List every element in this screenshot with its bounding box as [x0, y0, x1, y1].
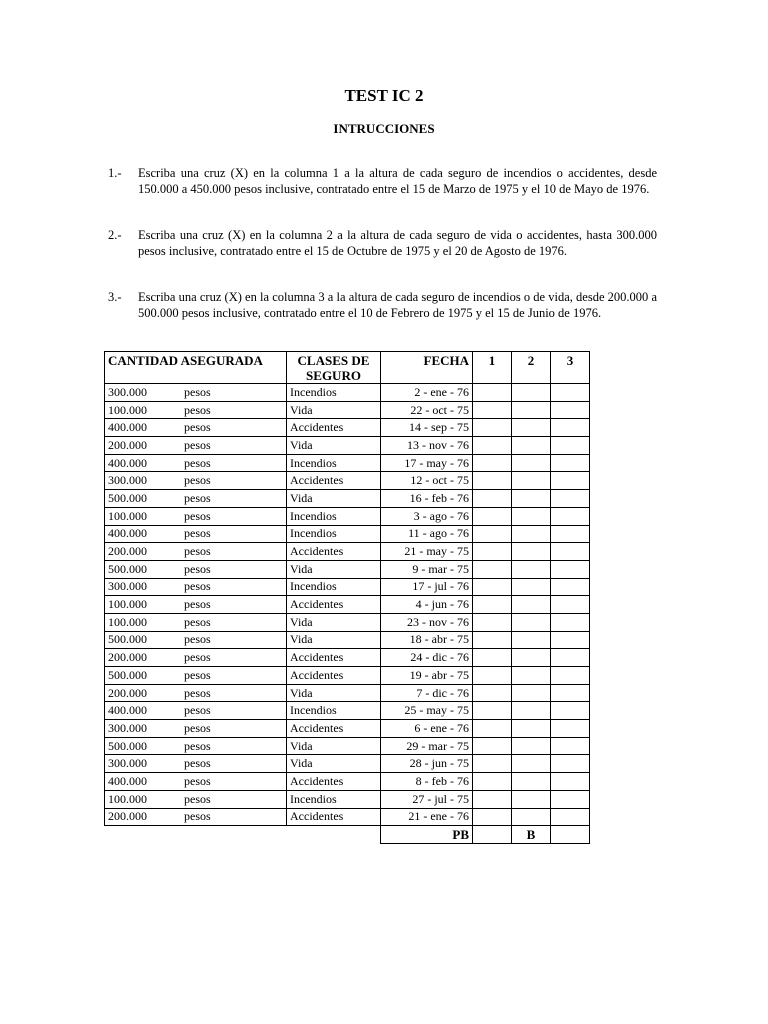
- amount-unit: pesos: [184, 561, 211, 576]
- mark-col-2[interactable]: [512, 613, 551, 631]
- class-cell: Accidentes: [287, 773, 381, 791]
- header-amount: CANTIDAD ASEGURADA: [105, 352, 287, 384]
- mark-col-3[interactable]: [551, 543, 590, 561]
- mark-col-3[interactable]: [551, 525, 590, 543]
- mark-col-3[interactable]: [551, 790, 590, 808]
- table-row: [105, 525, 590, 543]
- header-col-1: 1: [473, 352, 512, 384]
- table-row: [105, 773, 590, 791]
- mark-col-3[interactable]: [551, 773, 590, 791]
- date-cell: 8 - feb - 76: [381, 773, 473, 791]
- mark-col-2[interactable]: [512, 507, 551, 525]
- amount-unit: pesos: [184, 632, 211, 647]
- instruction-3: [108, 290, 657, 322]
- amount-unit: pesos: [184, 402, 211, 417]
- table-row: [105, 560, 590, 578]
- amount-cell: [105, 702, 287, 720]
- amount-unit: pesos: [184, 508, 211, 523]
- mark-col-2[interactable]: [512, 560, 551, 578]
- table-row: [105, 578, 590, 596]
- amount-value: 400.000: [108, 703, 147, 718]
- table-row: [105, 790, 590, 808]
- mark-col-3[interactable]: [551, 596, 590, 614]
- amount-value: 100.000: [108, 791, 147, 806]
- header-class-line1: CLASES DE: [297, 353, 370, 368]
- mark-col-3[interactable]: [551, 631, 590, 649]
- amount-cell: [105, 596, 287, 614]
- amount-unit: pesos: [184, 544, 211, 559]
- mark-col-2[interactable]: [512, 472, 551, 490]
- class-cell: Incendios: [287, 702, 381, 720]
- class-cell: Incendios: [287, 384, 381, 402]
- class-cell: Vida: [287, 755, 381, 773]
- mark-col-1[interactable]: [473, 649, 512, 667]
- amount-value: 500.000: [108, 490, 147, 505]
- table-row: [105, 649, 590, 667]
- table-row: [105, 543, 590, 561]
- mark-col-2[interactable]: [512, 384, 551, 402]
- mark-col-1[interactable]: [473, 737, 512, 755]
- page-title: TEST IC 2: [344, 86, 424, 105]
- date-cell: 16 - feb - 76: [381, 490, 473, 508]
- amount-cell: [105, 578, 287, 596]
- amount-value: 300.000: [108, 579, 147, 594]
- date-cell: 25 - may - 75: [381, 702, 473, 720]
- table-row: [105, 596, 590, 614]
- amount-unit: pesos: [184, 720, 211, 735]
- amount-cell: [105, 631, 287, 649]
- amount-cell: [105, 649, 287, 667]
- date-cell: 3 - ago - 76: [381, 507, 473, 525]
- amount-value: 500.000: [108, 667, 147, 682]
- mark-col-3[interactable]: [551, 649, 590, 667]
- mark-col-1[interactable]: [473, 755, 512, 773]
- table-row: [105, 702, 590, 720]
- amount-cell: [105, 684, 287, 702]
- mark-col-3[interactable]: [551, 755, 590, 773]
- table-header-row: [105, 352, 590, 384]
- instruction-text: Escriba una cruz (X) en la columna 3 a la altura de cada seguro de incendios o de vida, desde 200.000 a 500.000 pesos inclusive, contratado entre el 10 de Febrero de 1975 y el 15 de Junio de 1976.: [138, 290, 657, 320]
- amount-cell: [105, 543, 287, 561]
- table-row: [105, 684, 590, 702]
- amount-value: 400.000: [108, 526, 147, 541]
- mark-col-2[interactable]: [512, 808, 551, 826]
- mark-col-1[interactable]: [473, 773, 512, 791]
- amount-unit: pesos: [184, 809, 211, 824]
- section-heading: INTRUCCIONES: [333, 121, 435, 136]
- class-cell: Incendios: [287, 578, 381, 596]
- amount-value: 400.000: [108, 420, 147, 435]
- amount-unit: pesos: [184, 756, 211, 771]
- mark-col-2[interactable]: [512, 737, 551, 755]
- amount-unit: pesos: [184, 455, 211, 470]
- amount-cell: [105, 667, 287, 685]
- header-col-3: 3: [551, 352, 590, 384]
- mark-col-1[interactable]: [473, 560, 512, 578]
- amount-value: 400.000: [108, 455, 147, 470]
- mark-col-1[interactable]: [473, 790, 512, 808]
- mark-col-3[interactable]: [551, 490, 590, 508]
- class-cell: Incendios: [287, 507, 381, 525]
- mark-col-1[interactable]: [473, 384, 512, 402]
- table-row: [105, 737, 590, 755]
- date-cell: 11 - ago - 76: [381, 525, 473, 543]
- mark-col-1[interactable]: [473, 631, 512, 649]
- mark-col-3[interactable]: [551, 437, 590, 455]
- class-cell: Accidentes: [287, 419, 381, 437]
- mark-col-2[interactable]: [512, 454, 551, 472]
- amount-unit: pesos: [184, 791, 211, 806]
- mark-col-2[interactable]: [512, 720, 551, 738]
- amount-value: 300.000: [108, 384, 147, 399]
- footer-b-cell[interactable]: [551, 826, 590, 844]
- mark-col-2[interactable]: [512, 596, 551, 614]
- instruction-number: 1.-: [108, 166, 122, 180]
- mark-col-3[interactable]: [551, 808, 590, 826]
- amount-cell: [105, 437, 287, 455]
- instruction-number: 2.-: [108, 228, 122, 242]
- amount-cell: [105, 472, 287, 490]
- footer-spacer: [105, 826, 287, 844]
- mark-col-2[interactable]: [512, 755, 551, 773]
- table-footer-row: [105, 826, 590, 844]
- amount-unit: pesos: [184, 685, 211, 700]
- date-cell: 22 - oct - 75: [381, 401, 473, 419]
- amount-value: 300.000: [108, 473, 147, 488]
- class-cell: Accidentes: [287, 472, 381, 490]
- amount-cell: [105, 454, 287, 472]
- date-cell: 29 - mar - 75: [381, 737, 473, 755]
- table-row: [105, 490, 590, 508]
- amount-unit: pesos: [184, 773, 211, 788]
- amount-unit: pesos: [184, 614, 211, 629]
- amount-cell: [105, 755, 287, 773]
- mark-col-3[interactable]: [551, 384, 590, 402]
- date-cell: 2 - ene - 76: [381, 384, 473, 402]
- instruction-1: [108, 166, 657, 198]
- mark-col-2[interactable]: [512, 525, 551, 543]
- class-cell: Accidentes: [287, 543, 381, 561]
- amount-unit: pesos: [184, 650, 211, 665]
- date-cell: 19 - abr - 75: [381, 667, 473, 685]
- amount-value: 100.000: [108, 402, 147, 417]
- class-cell: Vida: [287, 613, 381, 631]
- amount-unit: pesos: [184, 597, 211, 612]
- table-row: [105, 472, 590, 490]
- mark-col-1[interactable]: [473, 437, 512, 455]
- date-cell: 7 - dic - 76: [381, 684, 473, 702]
- header-date: FECHA: [381, 352, 473, 384]
- amount-unit: pesos: [184, 473, 211, 488]
- amount-cell: [105, 808, 287, 826]
- class-cell: Accidentes: [287, 667, 381, 685]
- class-cell: Vida: [287, 631, 381, 649]
- table-row: [105, 667, 590, 685]
- footer-pb-label: PB: [381, 826, 473, 844]
- footer-b-label: B: [512, 826, 551, 844]
- amount-cell: [105, 790, 287, 808]
- mark-col-1[interactable]: [473, 401, 512, 419]
- mark-col-1[interactable]: [473, 808, 512, 826]
- footer-spacer: [287, 826, 381, 844]
- mark-col-3[interactable]: [551, 578, 590, 596]
- mark-col-1[interactable]: [473, 702, 512, 720]
- table-row: [105, 755, 590, 773]
- amount-unit: pesos: [184, 579, 211, 594]
- date-cell: 6 - ene - 76: [381, 720, 473, 738]
- date-cell: 17 - jul - 76: [381, 578, 473, 596]
- class-cell: Incendios: [287, 790, 381, 808]
- header-col-2: 2: [512, 352, 551, 384]
- footer-pb-cell[interactable]: [473, 826, 512, 844]
- mark-col-2[interactable]: [512, 543, 551, 561]
- amount-value: 200.000: [108, 650, 147, 665]
- mark-col-3[interactable]: [551, 684, 590, 702]
- date-cell: 28 - jun - 75: [381, 755, 473, 773]
- amount-value: 200.000: [108, 437, 147, 452]
- mark-col-2[interactable]: [512, 702, 551, 720]
- amount-value: 200.000: [108, 685, 147, 700]
- amount-cell: [105, 419, 287, 437]
- amount-unit: pesos: [184, 738, 211, 753]
- mark-col-3[interactable]: [551, 401, 590, 419]
- mark-col-2[interactable]: [512, 437, 551, 455]
- table-row: [105, 419, 590, 437]
- amount-value: 300.000: [108, 720, 147, 735]
- date-cell: 27 - jul - 75: [381, 790, 473, 808]
- class-cell: Vida: [287, 737, 381, 755]
- amount-cell: [105, 490, 287, 508]
- amount-value: 500.000: [108, 738, 147, 753]
- instruction-text: Escriba una cruz (X) en la columna 1 a la altura de cada seguro de incendios o accidentes, desde 150.000 a 450.000 pesos inclusive, contratado entre el 15 de Marzo de 1975 y el 10 de Mayo de 1976.: [138, 166, 657, 196]
- amount-value: 300.000: [108, 756, 147, 771]
- amount-cell: [105, 384, 287, 402]
- class-cell: Accidentes: [287, 596, 381, 614]
- amount-unit: pesos: [184, 490, 211, 505]
- mark-col-3[interactable]: [551, 560, 590, 578]
- mark-col-2[interactable]: [512, 790, 551, 808]
- insurance-table: [104, 351, 590, 844]
- mark-col-3[interactable]: [551, 702, 590, 720]
- mark-col-3[interactable]: [551, 737, 590, 755]
- mark-col-2[interactable]: [512, 684, 551, 702]
- amount-value: 400.000: [108, 773, 147, 788]
- mark-col-1[interactable]: [473, 490, 512, 508]
- class-cell: Vida: [287, 401, 381, 419]
- amount-cell: [105, 720, 287, 738]
- mark-col-2[interactable]: [512, 419, 551, 437]
- amount-cell: [105, 773, 287, 791]
- amount-cell: [105, 401, 287, 419]
- table-row: [105, 384, 590, 402]
- date-cell: 17 - may - 76: [381, 454, 473, 472]
- amount-unit: pesos: [184, 667, 211, 682]
- mark-col-2[interactable]: [512, 401, 551, 419]
- mark-col-3[interactable]: [551, 613, 590, 631]
- instruction-text: Escriba una cruz (X) en la columna 2 a la altura de cada seguro de vida o accidentes, hasta 300.000 pesos inclusive, contratado entre el 15 de Octubre de 1975 y el 20 de Agosto de 1976.: [138, 228, 657, 258]
- class-cell: Incendios: [287, 454, 381, 472]
- table-row: [105, 454, 590, 472]
- mark-col-1[interactable]: [473, 507, 512, 525]
- mark-col-3[interactable]: [551, 720, 590, 738]
- amount-value: 500.000: [108, 561, 147, 576]
- class-cell: Accidentes: [287, 720, 381, 738]
- class-cell: Accidentes: [287, 808, 381, 826]
- instruction-number: 3.-: [108, 290, 122, 304]
- mark-col-1[interactable]: [473, 578, 512, 596]
- date-cell: 4 - jun - 76: [381, 596, 473, 614]
- mark-col-1[interactable]: [473, 596, 512, 614]
- amount-value: 200.000: [108, 544, 147, 559]
- mark-col-1[interactable]: [473, 472, 512, 490]
- mark-col-1[interactable]: [473, 720, 512, 738]
- amount-value: 100.000: [108, 508, 147, 523]
- amount-cell: [105, 737, 287, 755]
- mark-col-2[interactable]: [512, 649, 551, 667]
- mark-col-3[interactable]: [551, 454, 590, 472]
- mark-col-2[interactable]: [512, 667, 551, 685]
- amount-value: 100.000: [108, 597, 147, 612]
- mark-col-2[interactable]: [512, 773, 551, 791]
- table-row: [105, 720, 590, 738]
- header-class: [287, 352, 381, 384]
- amount-unit: pesos: [184, 437, 211, 452]
- mark-col-2[interactable]: [512, 631, 551, 649]
- mark-col-1[interactable]: [473, 525, 512, 543]
- class-cell: Vida: [287, 437, 381, 455]
- header-class-line2: SEGURO: [306, 368, 361, 383]
- mark-col-1[interactable]: [473, 454, 512, 472]
- amount-value: 200.000: [108, 809, 147, 824]
- mark-col-1[interactable]: [473, 667, 512, 685]
- mark-col-1[interactable]: [473, 613, 512, 631]
- mark-col-2[interactable]: [512, 578, 551, 596]
- amount-cell: [105, 560, 287, 578]
- amount-value: 100.000: [108, 614, 147, 629]
- amount-unit: pesos: [184, 703, 211, 718]
- class-cell: Vida: [287, 560, 381, 578]
- date-cell: 18 - abr - 75: [381, 631, 473, 649]
- mark-col-3[interactable]: [551, 667, 590, 685]
- amount-cell: [105, 613, 287, 631]
- amount-unit: pesos: [184, 384, 211, 399]
- date-cell: 14 - sep - 75: [381, 419, 473, 437]
- date-cell: 21 - ene - 76: [381, 808, 473, 826]
- date-cell: 24 - dic - 76: [381, 649, 473, 667]
- mark-col-1[interactable]: [473, 543, 512, 561]
- table-row: [105, 613, 590, 631]
- date-cell: 13 - nov - 76: [381, 437, 473, 455]
- date-cell: 12 - oct - 75: [381, 472, 473, 490]
- mark-col-3[interactable]: [551, 472, 590, 490]
- class-cell: Accidentes: [287, 649, 381, 667]
- amount-unit: pesos: [184, 526, 211, 541]
- table-row: [105, 437, 590, 455]
- mark-col-1[interactable]: [473, 684, 512, 702]
- mark-col-1[interactable]: [473, 419, 512, 437]
- mark-col-3[interactable]: [551, 419, 590, 437]
- date-cell: 21 - may - 75: [381, 543, 473, 561]
- table-row: [105, 401, 590, 419]
- table-row: [105, 507, 590, 525]
- class-cell: Vida: [287, 684, 381, 702]
- amount-cell: [105, 507, 287, 525]
- date-cell: 9 - mar - 75: [381, 560, 473, 578]
- mark-col-3[interactable]: [551, 507, 590, 525]
- date-cell: 23 - nov - 76: [381, 613, 473, 631]
- instruction-2: [108, 228, 657, 260]
- table-row: [105, 808, 590, 826]
- class-cell: Vida: [287, 490, 381, 508]
- mark-col-2[interactable]: [512, 490, 551, 508]
- class-cell: Incendios: [287, 525, 381, 543]
- amount-value: 500.000: [108, 632, 147, 647]
- amount-cell: [105, 525, 287, 543]
- table-row: [105, 631, 590, 649]
- amount-unit: pesos: [184, 420, 211, 435]
